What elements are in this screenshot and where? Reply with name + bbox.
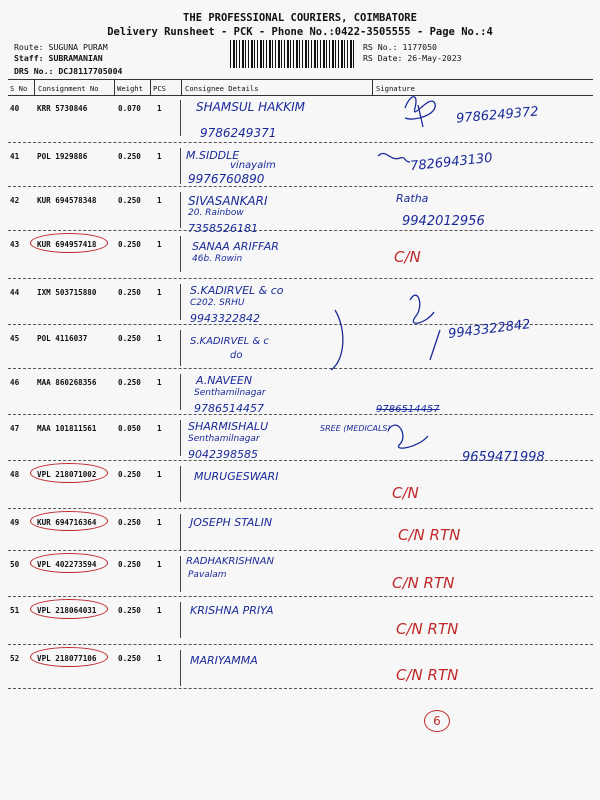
row-sno: 51 [10, 606, 20, 615]
row-consignment-no: IXM 503715880 [37, 288, 97, 297]
consignee-48-handwriting: MURUGESWARI [194, 470, 279, 483]
col-header-consignee: Consignee Details [185, 84, 259, 93]
row-pcs: 1 [157, 288, 162, 297]
consignee-50-area-handwriting: Pavalam [188, 570, 227, 580]
col-header-consignment: Consignment No [38, 84, 99, 93]
row-consignment-no: KUR 694578348 [37, 196, 97, 205]
row-sno: 41 [10, 152, 20, 161]
runsheet-subtitle: Delivery Runsheet - PCK - Phone No.:0422-3505555 - Page No.:4 [107, 26, 493, 38]
consignee-40-handwriting: SHAMSUL HAKKIM [196, 100, 305, 114]
signature-48-note-handwriting: C/N [392, 484, 419, 502]
consignee-47-phone-handwriting: 9042398585 [188, 448, 258, 461]
consignee-41-area-handwriting: vinayalm [230, 160, 276, 171]
row-pcs: 1 [157, 560, 162, 569]
signature-41-phone-handwriting: 7826943130 [409, 150, 494, 175]
row-consignment-no: VPL 218071002 [37, 470, 97, 479]
staff-value: SUBRAMANIAN [48, 53, 103, 63]
row-consignment-no: MAA 860268356 [37, 378, 97, 387]
signature-41-icon [378, 153, 410, 162]
consignee-42-phone-handwriting: 7358526181 [188, 222, 258, 235]
rs-no-value: 1177050 [402, 42, 437, 52]
row-consignment-no: KUR 694716364 [37, 518, 97, 527]
row-weight: 0.250 [118, 470, 141, 479]
signature-47-phone-handwriting: 9659471998 [462, 450, 545, 465]
row-weight: 0.250 [118, 518, 141, 527]
consignee-40-phone-handwriting: 9786249371 [200, 126, 277, 140]
consignee-41-handwriting: M.SIDDLE [186, 149, 240, 162]
row-consignment-no: POL 4116037 [37, 334, 88, 343]
consignee-44-handwriting: S.KADIRVEL & co [190, 284, 284, 297]
page-number-handwriting: 6 [424, 710, 450, 732]
consignee-49-handwriting: JOSEPH STALIN [190, 516, 273, 529]
signature-43-note-handwriting: C/N [394, 248, 421, 266]
signature-50-note-handwriting: C/N RTN [392, 574, 455, 592]
bracket-44-45-icon [331, 310, 343, 370]
row-consignment-no: VPL 402273594 [37, 560, 97, 569]
row-pcs: 1 [157, 240, 162, 249]
row-sno: 40 [10, 104, 20, 113]
consignee-47-store-handwriting: SREE (MEDICALS) [320, 424, 391, 433]
row-sno: 46 [10, 378, 20, 387]
signature-51-note-handwriting: C/N RTN [396, 620, 459, 638]
consignee-46-area-handwriting: Senthamilnagar [194, 388, 266, 398]
consignee-44-phone-handwriting: 9943322842 [190, 312, 260, 325]
signature-40-icon [405, 97, 435, 127]
company-title: THE PROFESSIONAL COURIERS, COIMBATORE [183, 12, 417, 24]
row-weight: 0.250 [118, 606, 141, 615]
row-consignment-no: MAA 101811561 [37, 424, 97, 433]
row-sno: 52 [10, 654, 20, 663]
row-weight: 0.250 [118, 152, 141, 161]
row-pcs: 1 [157, 378, 162, 387]
row-sno: 44 [10, 288, 20, 297]
row-pcs: 1 [157, 518, 162, 527]
col-header-sno: S No [10, 84, 28, 93]
row-sno: 45 [10, 334, 20, 343]
route-label: Route: [14, 42, 44, 52]
row-sno: 48 [10, 470, 20, 479]
row-consignment-no: VPL 218077106 [37, 654, 97, 663]
consignee-46-handwriting: A.NAVEEN [196, 374, 253, 387]
signature-47-struck-handwriting: 9786514457 [376, 404, 440, 415]
row-pcs: 1 [157, 334, 162, 343]
consignee-45-area-handwriting: do [230, 350, 243, 361]
row-weight: 0.070 [118, 104, 141, 113]
consignee-44-area-handwriting: C202. SRHU [190, 298, 245, 308]
signature-44-icon [410, 295, 440, 360]
row-consignment-no: VPL 218064031 [37, 606, 97, 615]
row-consignment-no: KRR 5730846 [37, 104, 88, 113]
row-pcs: 1 [157, 424, 162, 433]
staff-label: Staff: [14, 53, 44, 63]
signature-42-phone-handwriting: 9942012956 [402, 214, 485, 229]
consignee-45-handwriting: S.KADIRVEL & c [190, 336, 269, 347]
signature-47-icon [388, 425, 428, 448]
row-weight: 0.250 [118, 334, 141, 343]
consignee-46-phone-handwriting: 9786514457 [194, 402, 264, 415]
row-consignment-no: POL 1929886 [37, 152, 88, 161]
row-sno: 47 [10, 424, 20, 433]
rs-no-label: RS No.: [363, 42, 398, 52]
col-header-weight: Weight [117, 84, 143, 93]
row-weight: 0.250 [118, 240, 141, 249]
row-weight: 0.250 [118, 654, 141, 663]
consignee-43-handwriting: SANAA ARIFFAR [192, 240, 279, 253]
row-weight: 0.250 [118, 288, 141, 297]
consignee-41-phone-handwriting: 9976760890 [188, 172, 265, 186]
consignee-50-handwriting: RADHAKRISHNAN [186, 556, 274, 567]
signature-52-note-handwriting: C/N RTN [396, 666, 459, 684]
drs-value: DCJ8117705004 [58, 66, 123, 76]
row-sno: 42 [10, 196, 20, 205]
row-sno: 43 [10, 240, 20, 249]
row-weight: 0.250 [118, 378, 141, 387]
row-sno: 50 [10, 560, 20, 569]
consignee-51-handwriting: KRISHNA PRIYA [190, 604, 274, 617]
consignee-47-area-handwriting: Senthamilnagar [188, 434, 260, 444]
rs-date-label: RS Date: [363, 53, 403, 63]
row-sno: 49 [10, 518, 20, 527]
row-pcs: 1 [157, 654, 162, 663]
row-weight: 0.050 [118, 424, 141, 433]
row-pcs: 1 [157, 196, 162, 205]
drs-label: DRS No.: [14, 66, 54, 76]
consignee-42-handwriting: SIVASANKARI [188, 194, 268, 208]
row-pcs: 1 [157, 152, 162, 161]
row-weight: 0.250 [118, 196, 141, 205]
row-pcs: 1 [157, 606, 162, 615]
col-header-pcs: PCS [153, 84, 166, 93]
consignee-42-area-handwriting: 20. Rainbow [188, 208, 244, 218]
row-weight: 0.250 [118, 560, 141, 569]
row-consignment-no: KUR 694957418 [37, 240, 97, 249]
route-value: SUGUNA PURAM [48, 42, 108, 52]
signature-42-name-handwriting: Ratha [396, 192, 429, 205]
signature-49-note-handwriting: C/N RTN [398, 526, 461, 544]
col-header-signature: Signature [376, 84, 415, 93]
consignee-52-handwriting: MARIYAMMA [190, 654, 258, 667]
consignee-47-handwriting: SHARMISHALU [188, 420, 269, 433]
signature-44-phone-handwriting: 9943322842 [447, 317, 532, 342]
rs-date-value: 26-May-2023 [407, 53, 462, 63]
row-pcs: 1 [157, 470, 162, 479]
row-pcs: 1 [157, 104, 162, 113]
consignee-43-area-handwriting: 46b. Rowin [192, 254, 243, 264]
signature-40-phone-handwriting: 9786249372 [455, 104, 540, 127]
